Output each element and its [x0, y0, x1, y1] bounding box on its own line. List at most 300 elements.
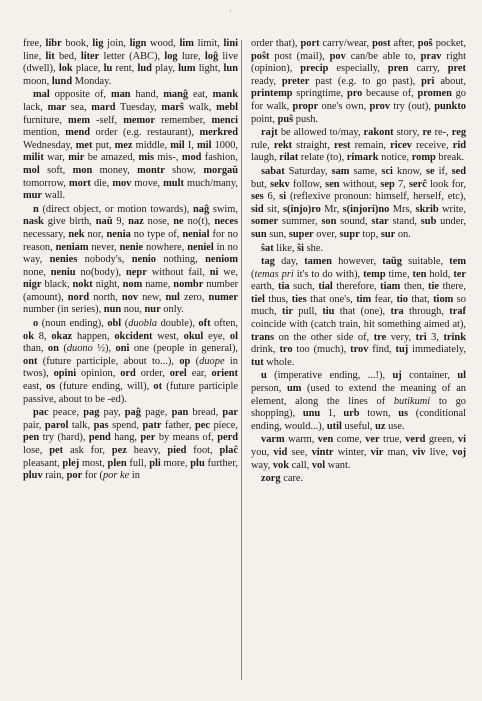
entry-gloss: Tuesday, [115, 101, 162, 113]
entry-term: sen [325, 178, 340, 190]
entry-term: reg [451, 127, 467, 139]
entry-gloss: rent, [112, 63, 138, 75]
entry-gloss: relate (to), [298, 152, 347, 164]
entry-term: um [286, 383, 302, 395]
entry-term: lu [103, 63, 113, 75]
entry-gloss: wall. [42, 190, 66, 202]
entry-term: ses [251, 191, 264, 203]
entry-gloss: want. [325, 459, 351, 471]
entry-gloss: useful, [341, 420, 376, 432]
entry-term: manĝ [163, 89, 189, 101]
entry-gloss: so much, [251, 293, 466, 318]
entry-term: mult [163, 177, 184, 189]
entry-gloss: hold, [426, 268, 454, 280]
entry-gloss: post (mail), [269, 50, 330, 62]
entry-gloss: in [129, 470, 140, 482]
entry-gloss: furniture, [23, 114, 69, 126]
entry-term: lign [129, 38, 147, 49]
entry-term: libr [45, 38, 62, 49]
entry-gloss: if, [434, 165, 452, 177]
entry-gloss: join, [103, 38, 130, 49]
entry-gloss: receive, [412, 139, 453, 151]
entry-gloss: often, [210, 318, 239, 330]
entry-gloss: ask for, [63, 445, 112, 456]
entry-term: vol [311, 459, 326, 471]
entry-gloss: line, [23, 50, 46, 62]
entry-term: trans [251, 331, 275, 343]
entry-gloss: coincide with (catch train, hit something aimed at), [251, 319, 466, 331]
entry-gloss: day, [274, 256, 305, 268]
entry-gloss: sun, [266, 228, 289, 240]
entry-gloss: nobody's, [77, 254, 132, 266]
entry-gloss: time, [385, 268, 413, 280]
entry-term: mol [23, 164, 40, 176]
entry-term: nenio [131, 254, 156, 266]
glossary-paragraph [251, 38, 466, 126]
entry-term: pov [329, 50, 346, 62]
entry-term: sed [451, 165, 466, 177]
entry-gloss: much/many, [183, 177, 238, 189]
entry-term: patr [142, 419, 162, 431]
entry-term: obl [107, 318, 122, 330]
entry-term: rajt [261, 127, 278, 139]
entry-term: ŝi [297, 242, 305, 254]
entry-term: tri [415, 331, 427, 343]
entry-gloss: like, [273, 242, 298, 254]
entry-term: re [422, 127, 432, 139]
entry-term: tiom [433, 293, 454, 305]
entry-gloss: follow, [289, 178, 326, 190]
entry-term: ricev [390, 139, 412, 151]
entry-term: liter [80, 50, 100, 62]
entry-gloss: new, [138, 291, 166, 303]
entry-gloss: drink, [251, 344, 280, 356]
entry-gloss: 1, [320, 408, 344, 420]
entry-term: sam [331, 165, 350, 177]
entry-gloss: pull, [292, 306, 323, 318]
entry-term: naŭ [95, 216, 113, 228]
entry-gloss: put, [92, 139, 115, 151]
glossary-paragraph [23, 318, 238, 406]
entry-gloss: nor, [84, 228, 107, 240]
entry-term: n [33, 203, 39, 215]
example-word: temas pri [254, 268, 294, 280]
entry-gloss: moon, [23, 75, 52, 87]
entry-gloss: opposite of, [49, 89, 111, 101]
entry-term: verd [405, 434, 426, 446]
entry-gloss: it's to do with), [293, 268, 364, 280]
entry-term: nigr [23, 279, 42, 291]
entry-gloss: order, [135, 368, 170, 380]
entry-term: neniu [50, 266, 76, 278]
entry-gloss: for no reason, [23, 228, 238, 253]
entry-term: nenie [119, 241, 144, 253]
glossary-paragraph [251, 127, 466, 165]
entry-gloss: come, [333, 434, 366, 446]
entry-term: okcident [114, 330, 153, 342]
entry-term: vid [273, 447, 288, 458]
entry-gloss: ( [190, 355, 200, 367]
entry-gloss: (direct object, or motion towards), [38, 203, 194, 215]
example-word: duobla [128, 318, 158, 330]
entry-gloss: play, [151, 63, 179, 75]
entry-term: naz [128, 216, 144, 228]
entry-term: numer [208, 291, 238, 303]
entry-gloss: further, [204, 457, 238, 469]
entry-gloss: 1000, [211, 139, 238, 151]
entry-term: plen [107, 457, 127, 469]
entry-term: o [33, 318, 39, 330]
entry-term: star [371, 216, 389, 228]
entry-gloss: break. [435, 152, 465, 164]
entry-gloss: story, [393, 127, 423, 139]
entry-gloss: through, [403, 306, 450, 318]
entry-gloss: spend, [108, 419, 143, 431]
entry-gloss: green, [425, 434, 458, 446]
entry-gloss: swim, [209, 203, 238, 215]
glossary-paragraph [23, 89, 238, 202]
entry-term: trink [443, 331, 466, 343]
entry-term: nul [165, 291, 180, 303]
entry-gloss: in twos), [23, 355, 239, 380]
entry-gloss: that, [408, 293, 434, 305]
entry-gloss: 6, [263, 191, 280, 203]
entry-term: nur [144, 304, 161, 316]
entry-gloss: peace, [48, 407, 84, 419]
entry-term: nom [122, 279, 143, 291]
entry-term: vir [370, 447, 384, 458]
entry-term: os [45, 381, 56, 393]
entry-term: parol [44, 419, 69, 431]
entry-gloss: necessary, [23, 228, 69, 240]
entry-term: lok [58, 63, 73, 75]
entry-gloss: be allowed to/may, [277, 127, 364, 139]
entry-term: s(injo)ro [282, 203, 321, 215]
entry-term: rekt [273, 139, 293, 151]
entry-gloss: walk, [183, 101, 217, 113]
entry-term: rimark [346, 152, 379, 164]
entry-term: lund [51, 75, 73, 87]
entry-gloss: call, [289, 459, 312, 471]
entry-gloss: person, [251, 383, 287, 395]
entry-gloss: lack, [23, 101, 48, 113]
entry-gloss: try (out), [390, 100, 435, 112]
entry-gloss: ear, [186, 368, 212, 380]
entry-gloss: die, [90, 177, 113, 189]
entry-gloss: (reflexive pronoun: himself, herself, etc), [286, 191, 466, 203]
entry-term: prov [369, 100, 391, 112]
entry-term: lun [223, 63, 238, 75]
entry-term: voj [452, 447, 467, 458]
entry-gloss: find, [368, 344, 396, 356]
entry-term: tial [318, 281, 333, 293]
entry-term: ŝat [261, 242, 274, 254]
entry-gloss: Mrs, [389, 203, 416, 215]
entry-gloss: winter, [333, 447, 371, 458]
entry-term: ok [23, 330, 34, 342]
example-word: duono [66, 343, 93, 355]
entry-term: ne [173, 216, 184, 228]
entry-gloss: laugh, [251, 152, 280, 164]
entry-term: varm [261, 434, 285, 446]
entry-gloss: springtime, [292, 88, 347, 100]
entry-term: ter [453, 268, 466, 280]
entry-term: mend [65, 127, 91, 139]
entry-term: mez [114, 139, 133, 151]
entry-gloss: lose, [23, 445, 50, 456]
entry-term: morgaŭ [203, 164, 238, 176]
entry-gloss: we, [218, 266, 238, 278]
entry-gloss: piece, [209, 419, 238, 431]
entry-term: mard [91, 101, 116, 113]
entry-gloss: hang, [110, 432, 141, 444]
entry-gloss: by means of, [155, 432, 218, 444]
entry-term: tiel [251, 293, 265, 305]
entry-term: merkred [199, 127, 238, 139]
entry-gloss: live, [425, 447, 453, 458]
entry-gloss: one's own, [318, 100, 370, 112]
entry-gloss: talk, [68, 419, 94, 431]
entry-gloss: place, [72, 63, 104, 75]
entry-gloss: straight, [292, 139, 334, 151]
entry-gloss: know, [392, 165, 426, 177]
entry-gloss: money, [92, 164, 138, 176]
entry-term: sub [420, 216, 437, 228]
entry-gloss: container, [401, 370, 458, 382]
entry-term: tem [449, 256, 466, 268]
entry-gloss: that one's, [306, 293, 357, 305]
entry-gloss: letter (ABC), [99, 50, 165, 62]
entry-term: nenia [106, 228, 131, 240]
example-word: por ke [102, 470, 130, 482]
entry-term: par [222, 407, 239, 419]
entry-gloss: (noun ending), [38, 318, 108, 330]
entry-gloss: without, [339, 178, 381, 190]
entry-term: mis [138, 152, 155, 164]
entry-gloss: tomorrow, [23, 177, 69, 189]
entry-gloss: (used to extend the meaning of an element, along the lines of [251, 383, 466, 407]
entry-gloss: none, [23, 266, 51, 278]
entry-gloss: no type of, [130, 228, 183, 240]
entry-gloss: especially, [328, 63, 388, 75]
entry-gloss: too (much), [292, 344, 351, 356]
entry-term: nek [68, 228, 85, 240]
entry-term: ot [153, 381, 163, 393]
entry-gloss: use. [385, 420, 405, 432]
entry-gloss: go for walk, [251, 88, 466, 112]
example-word: duope [199, 355, 225, 367]
entry-term: sep [380, 178, 395, 190]
example-word: butikumi [393, 395, 431, 407]
entry-gloss: suitable, [401, 256, 450, 268]
entry-term: tre [373, 331, 387, 343]
entry-term: pri [421, 75, 435, 87]
entry-gloss: most, [79, 457, 108, 469]
entry-gloss: re-, [431, 127, 452, 139]
entry-gloss: live (dwell), [23, 50, 238, 75]
entry-term: pet [49, 445, 64, 456]
entry-gloss: war, [43, 152, 69, 164]
entry-term: nepr [126, 266, 147, 278]
entry-term: pan [171, 407, 189, 419]
entry-term: pret [447, 63, 466, 75]
glossary-paragraph [251, 473, 466, 486]
entry-gloss: happen, [72, 330, 115, 342]
entry-term: montr [137, 164, 165, 176]
entry-gloss: pair, [23, 419, 45, 431]
entry-gloss: 9, [112, 216, 129, 228]
entry-gloss: nowhere, [143, 241, 188, 253]
entry-term: uj [392, 370, 402, 382]
entry-gloss: carry/wear, [319, 38, 373, 49]
entry-term: oni [115, 343, 130, 355]
entry-gloss: father, [161, 419, 195, 431]
entry-gloss: (future ending, will), [55, 381, 154, 393]
entry-gloss: stand, [388, 216, 421, 228]
entry-gloss: pay, [99, 407, 125, 419]
entry-term: milit [23, 152, 44, 164]
entry-gloss: I, [184, 139, 198, 151]
entry-term: neniam [55, 241, 89, 253]
entry-term: neniom [205, 254, 238, 266]
entry-term: met [75, 139, 93, 151]
entry-term: mon [72, 164, 93, 176]
entry-term: plu [190, 457, 205, 469]
entry-term: mur [23, 190, 43, 202]
glossary-paragraph [251, 243, 466, 256]
entry-gloss: same, [349, 165, 382, 177]
entry-term: port [300, 38, 320, 49]
entry-gloss: about, [434, 75, 467, 87]
entry-term: puŝ [277, 113, 294, 125]
entry-term: lum [178, 63, 196, 75]
entry-gloss: earth, [251, 281, 278, 293]
entry-gloss: lure, [177, 50, 205, 62]
entry-term: pac [33, 407, 49, 419]
entry-gloss: than, [23, 343, 48, 355]
glossary-paragraph [23, 204, 238, 317]
entry-gloss: night, [92, 279, 123, 291]
entry-gloss: nothing, [155, 254, 206, 266]
entry-gloss: show, [164, 164, 204, 176]
entry-term: nask [23, 216, 44, 228]
entry-gloss: Wednesday, [23, 139, 76, 151]
entry-term: pag [83, 407, 100, 419]
entry-gloss: sit, [263, 203, 283, 215]
entry-term: zorg [261, 473, 281, 485]
entry-term: nokt [72, 279, 93, 291]
entry-term: man [110, 89, 131, 101]
entry-term: okul [183, 330, 204, 342]
entry-term: printemp [251, 88, 293, 100]
glossary-paragraph [251, 370, 466, 433]
entry-gloss: whole. [263, 356, 295, 368]
glossary-paragraph [251, 434, 466, 472]
entry-gloss: to go shopping), [251, 395, 466, 420]
entry-term: per [140, 432, 156, 444]
entry-term: tra [390, 306, 404, 318]
entry-term: ver [365, 434, 380, 446]
entry-term: ul [457, 370, 466, 382]
entry-gloss: past (e.g. to go past), [309, 75, 422, 87]
entry-gloss: for ( [82, 470, 103, 482]
entry-term: nombr [173, 279, 204, 291]
entry-gloss: 8, [33, 330, 52, 342]
entry-term: son [321, 216, 337, 228]
entry-term: sci [381, 165, 393, 177]
entry-term: pro [346, 88, 363, 100]
entry-gloss: point, [251, 113, 278, 125]
entry-term: pez [111, 445, 127, 456]
entry-gloss: (conditional ending, would...), [251, 408, 466, 432]
entry-gloss: ½), [92, 343, 116, 355]
entry-gloss: foot, [186, 445, 220, 456]
entry-term: mar [47, 101, 67, 113]
entry-gloss: warm, [284, 434, 318, 446]
entry-term: tag [261, 256, 275, 268]
entry-term: preter [281, 75, 310, 87]
entry-term: rakont [363, 127, 394, 139]
entry-term: temp [363, 268, 386, 280]
entry-gloss: no(body), [75, 266, 127, 278]
entry-term: skrib [415, 203, 439, 215]
entry-term: se [425, 165, 435, 177]
entry-gloss: 7, [394, 178, 409, 190]
entry-term: taŭg [382, 256, 402, 268]
entry-gloss: way, [251, 459, 273, 471]
entry-gloss: however, [331, 256, 383, 268]
entry-gloss: light, [195, 63, 224, 75]
entry-gloss: nose, [143, 216, 174, 228]
entry-gloss: over, [313, 228, 340, 240]
entry-term: ol [229, 330, 238, 342]
entry-term: tut [251, 356, 264, 368]
entry-gloss: more, [160, 457, 191, 469]
entry-gloss: but, [251, 178, 271, 190]
entry-gloss: double), [157, 318, 199, 330]
entry-term: tia [277, 281, 290, 293]
entry-gloss: rule, [251, 139, 274, 151]
entry-gloss: without fail, [146, 266, 210, 278]
entry-gloss: soft, [39, 164, 73, 176]
entry-gloss: look for, [426, 178, 466, 190]
entry-term: memor [123, 114, 155, 126]
entry-gloss: in no way, [23, 241, 238, 266]
entry-term: tie [428, 281, 440, 293]
entry-gloss: sound, [336, 216, 372, 228]
entry-term: vok [272, 459, 290, 471]
entry-term: pas [93, 419, 109, 431]
entry-term: ven [317, 434, 334, 446]
entry-term: u [261, 370, 267, 382]
page-speck: · [229, 6, 232, 16]
entry-gloss: you, [251, 447, 274, 458]
entry-gloss: there, [439, 281, 466, 293]
entry-term: nun [103, 304, 122, 316]
entry-term: urb [343, 408, 360, 420]
entry-gloss: (future participle, about to...), [37, 355, 180, 367]
entry-term: tiam [380, 281, 401, 293]
entry-gloss: town, [359, 408, 399, 420]
entry-term: mod [181, 152, 202, 164]
entry-gloss: limit, [193, 38, 224, 49]
entry-gloss: north, [89, 291, 122, 303]
entry-term: menci [211, 114, 238, 126]
entry-gloss: no(t), [183, 216, 215, 228]
entry-gloss: Monday. [72, 75, 112, 87]
entry-gloss: therefore, [332, 281, 381, 293]
entry-term: tir [281, 306, 293, 318]
